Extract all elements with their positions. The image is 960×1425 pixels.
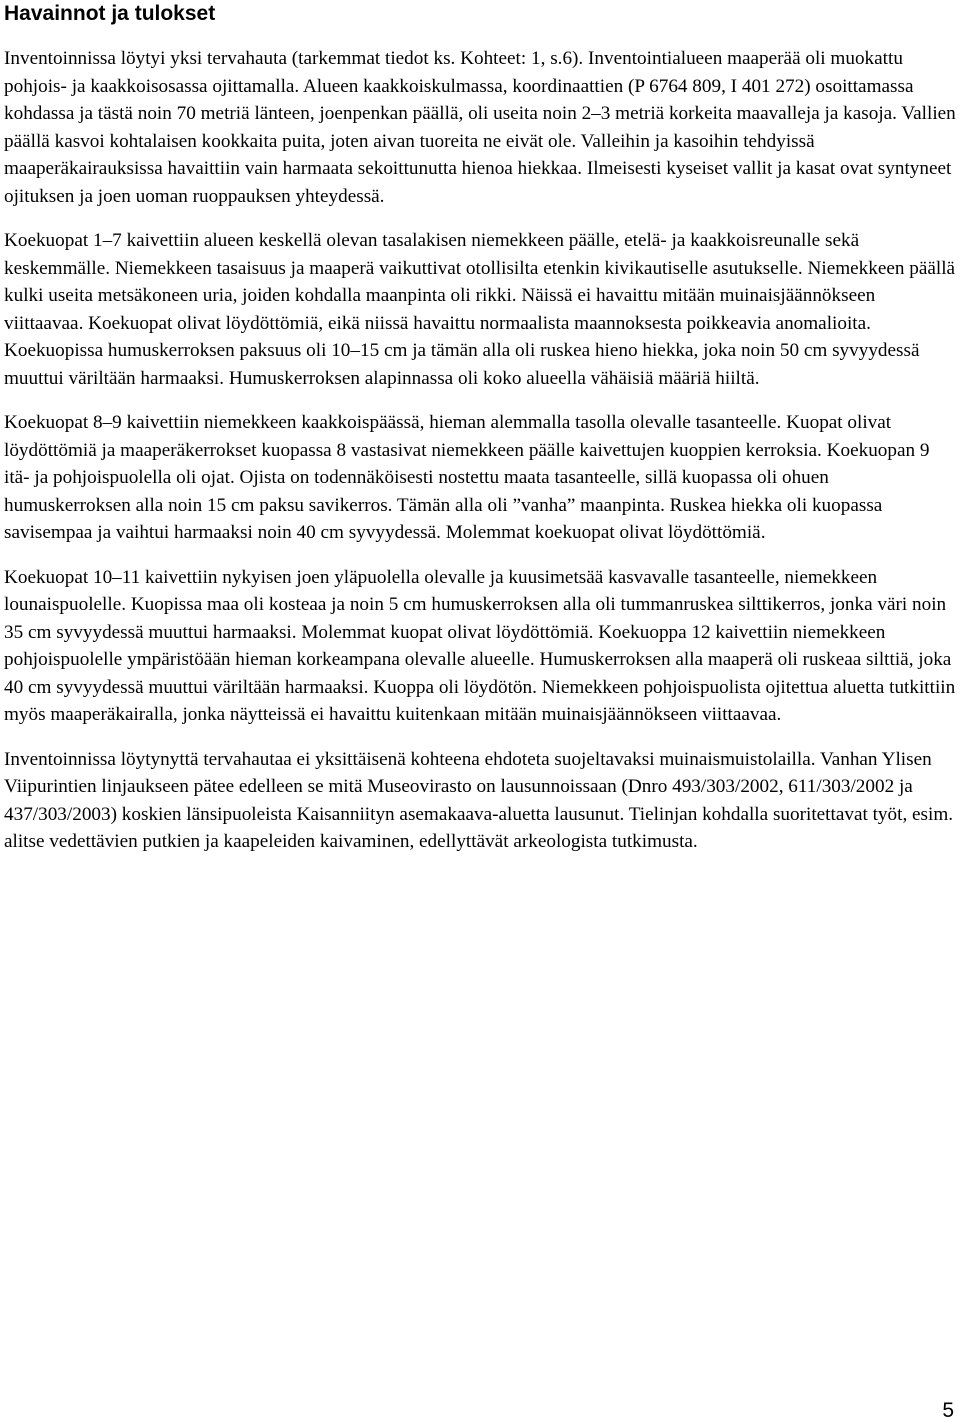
page-number: 5 xyxy=(942,1399,954,1422)
paragraph-test-pits-10-12: Koekuopat 10–11 kaivettiin nykyisen joen yläpuolella olevalle ja kuusimetsää kasvavalle tasanteelle, niemekkeen lounaispuolelle. Kuopissa maa oli kosteaa ja noin 5 cm humuskerroksen alla oli tummanruskea silttikerros, jonka väri noin 35 cm syvyydessä muuttui harmaaksi. Molemmat kuopat olivat löydöttömiä. Koekuoppa 12 kaivettiin niemekkeen pohjoispuolelle ympäristöään hieman korkeampana olevalle alueelle. Humuskerroksen alla maaperä oli ruskeaa silttiä, joka 40 cm syvyydessä muuttui väriltään harmaaksi. Kuoppa oli löydötön. Niemekkeen pohjoispuolista ojitettua aluetta tutkittiin myös maaperäkairalla, jonka näytteissä ei havaittu kuitenkaan mitään muinaisjäännökseen viittaavaa. xyxy=(4,566,956,725)
section-heading: Havainnot ja tulokset xyxy=(4,2,216,25)
paragraph-test-pits-8-9: Koekuopat 8–9 kaivettiin niemekkeen kaakkoispäässä, hieman alemmalla tasolla olevalle tasanteelle. Kuopat olivat löydöttömiä ja maaperäkerrokset kuopassa 8 vastasivat niemekkeen päälle kaivettujen kuoppien kerroksia. Koekuopan 9 itä- ja pohjoispuolella oli ojat. Ojista on todennäköisesti nostettu maata tasanteelle, sillä kuopassa oli ohuen humuskerroksen alla noin 15 cm paksu savikerros. Tämän alla oli ”vanha” maanpinta. Ruskea hiekka oli kuopassa savisempaa ja vaihtui harmaaksi noin 40 cm syvyydessä. Molemmat koekuopat olivat löydöttömiä. xyxy=(4,412,930,543)
paragraph-test-pits-1-7: Koekuopat 1–7 kaivettiin alueen keskellä olevan tasalakisen niemekkeen päälle, etelä- ja kaakkoisreunalle sekä keskemmälle. Niemekkeen tasaisuus ja maaperä vaikuttivat otollisilta etenkin kivikautiselle asutukselle. Niemekkeen päällä kulki useita metsäkoneen uria, joiden kohdalla maanpinta oli rikki. Näissä ei havaittu mitään muinaisjäännökseen viittaavaa. Koekuopat olivat löydöttömiä, eikä niissä havaittu normaalista maannoksesta poikkeavia anomalioita. Koekuopissa humuskerroksen paksuus oli 10–15 cm ja tämän alla oli ruskea hieno hiekka, joka noin 50 cm syvyydessä muuttui väriltään harmaaksi. Humuskerroksen alapinnassa oli koko alueella vähäisiä määriä hiiltä. xyxy=(4,230,956,389)
paragraph-survey-findings: Inventoinnissa löytyi yksi tervahauta (tarkemmat tiedot ks. Kohteet: 1, s.6). Inventointialueen maaperää oli muokattu pohjois- ja kaakkoisosassa ojittamalla. Alueen kaakkoiskulmassa, koordinaattien (P 6764 809, I 401 272) osoittamassa kohdassa ja tästä noin 70 metriä länteen, joenpenkan päällä, oli useita noin 2–3 metriä korkeita maavalleja ja kasoja. Vallien päällä kasvoi kohtalaisen kookkaita puita, joten aivan tuoreita ne eivät ole. Valleihin ja kasoihin tehdyissä maaperäkairauksissa havaittiin vain harmaata sekoittunutta hienoa hiekkaa. Ilmeisesti kyseiset vallit ja kasat ovat syntyneet ojituksen ja joen uoman ruoppauksen yhteydessä. xyxy=(4,48,956,207)
document-page xyxy=(4,0,956,856)
paragraph-conclusion: Inventoinnissa löytynyttä tervahautaa ei yksittäisenä kohteena ehdoteta suojeltavaksi muinaismuistolailla. Vanhan Ylisen Viipurintien linjaukseen pätee edelleen se mitä Museovirasto on lausunnoissaan (Dnro 493/303/2002, 611/303/2002 ja 437/303/2003) koskien länsipuoleista Kaisanniityn asemakaava-aluetta lausunut. Tielinjan kohdalla suoritettavat työt, esim. alitse vedettävien putkien ja kaapeleiden kaivaminen, edellyttävät arkeologista tutkimusta. xyxy=(4,748,954,852)
